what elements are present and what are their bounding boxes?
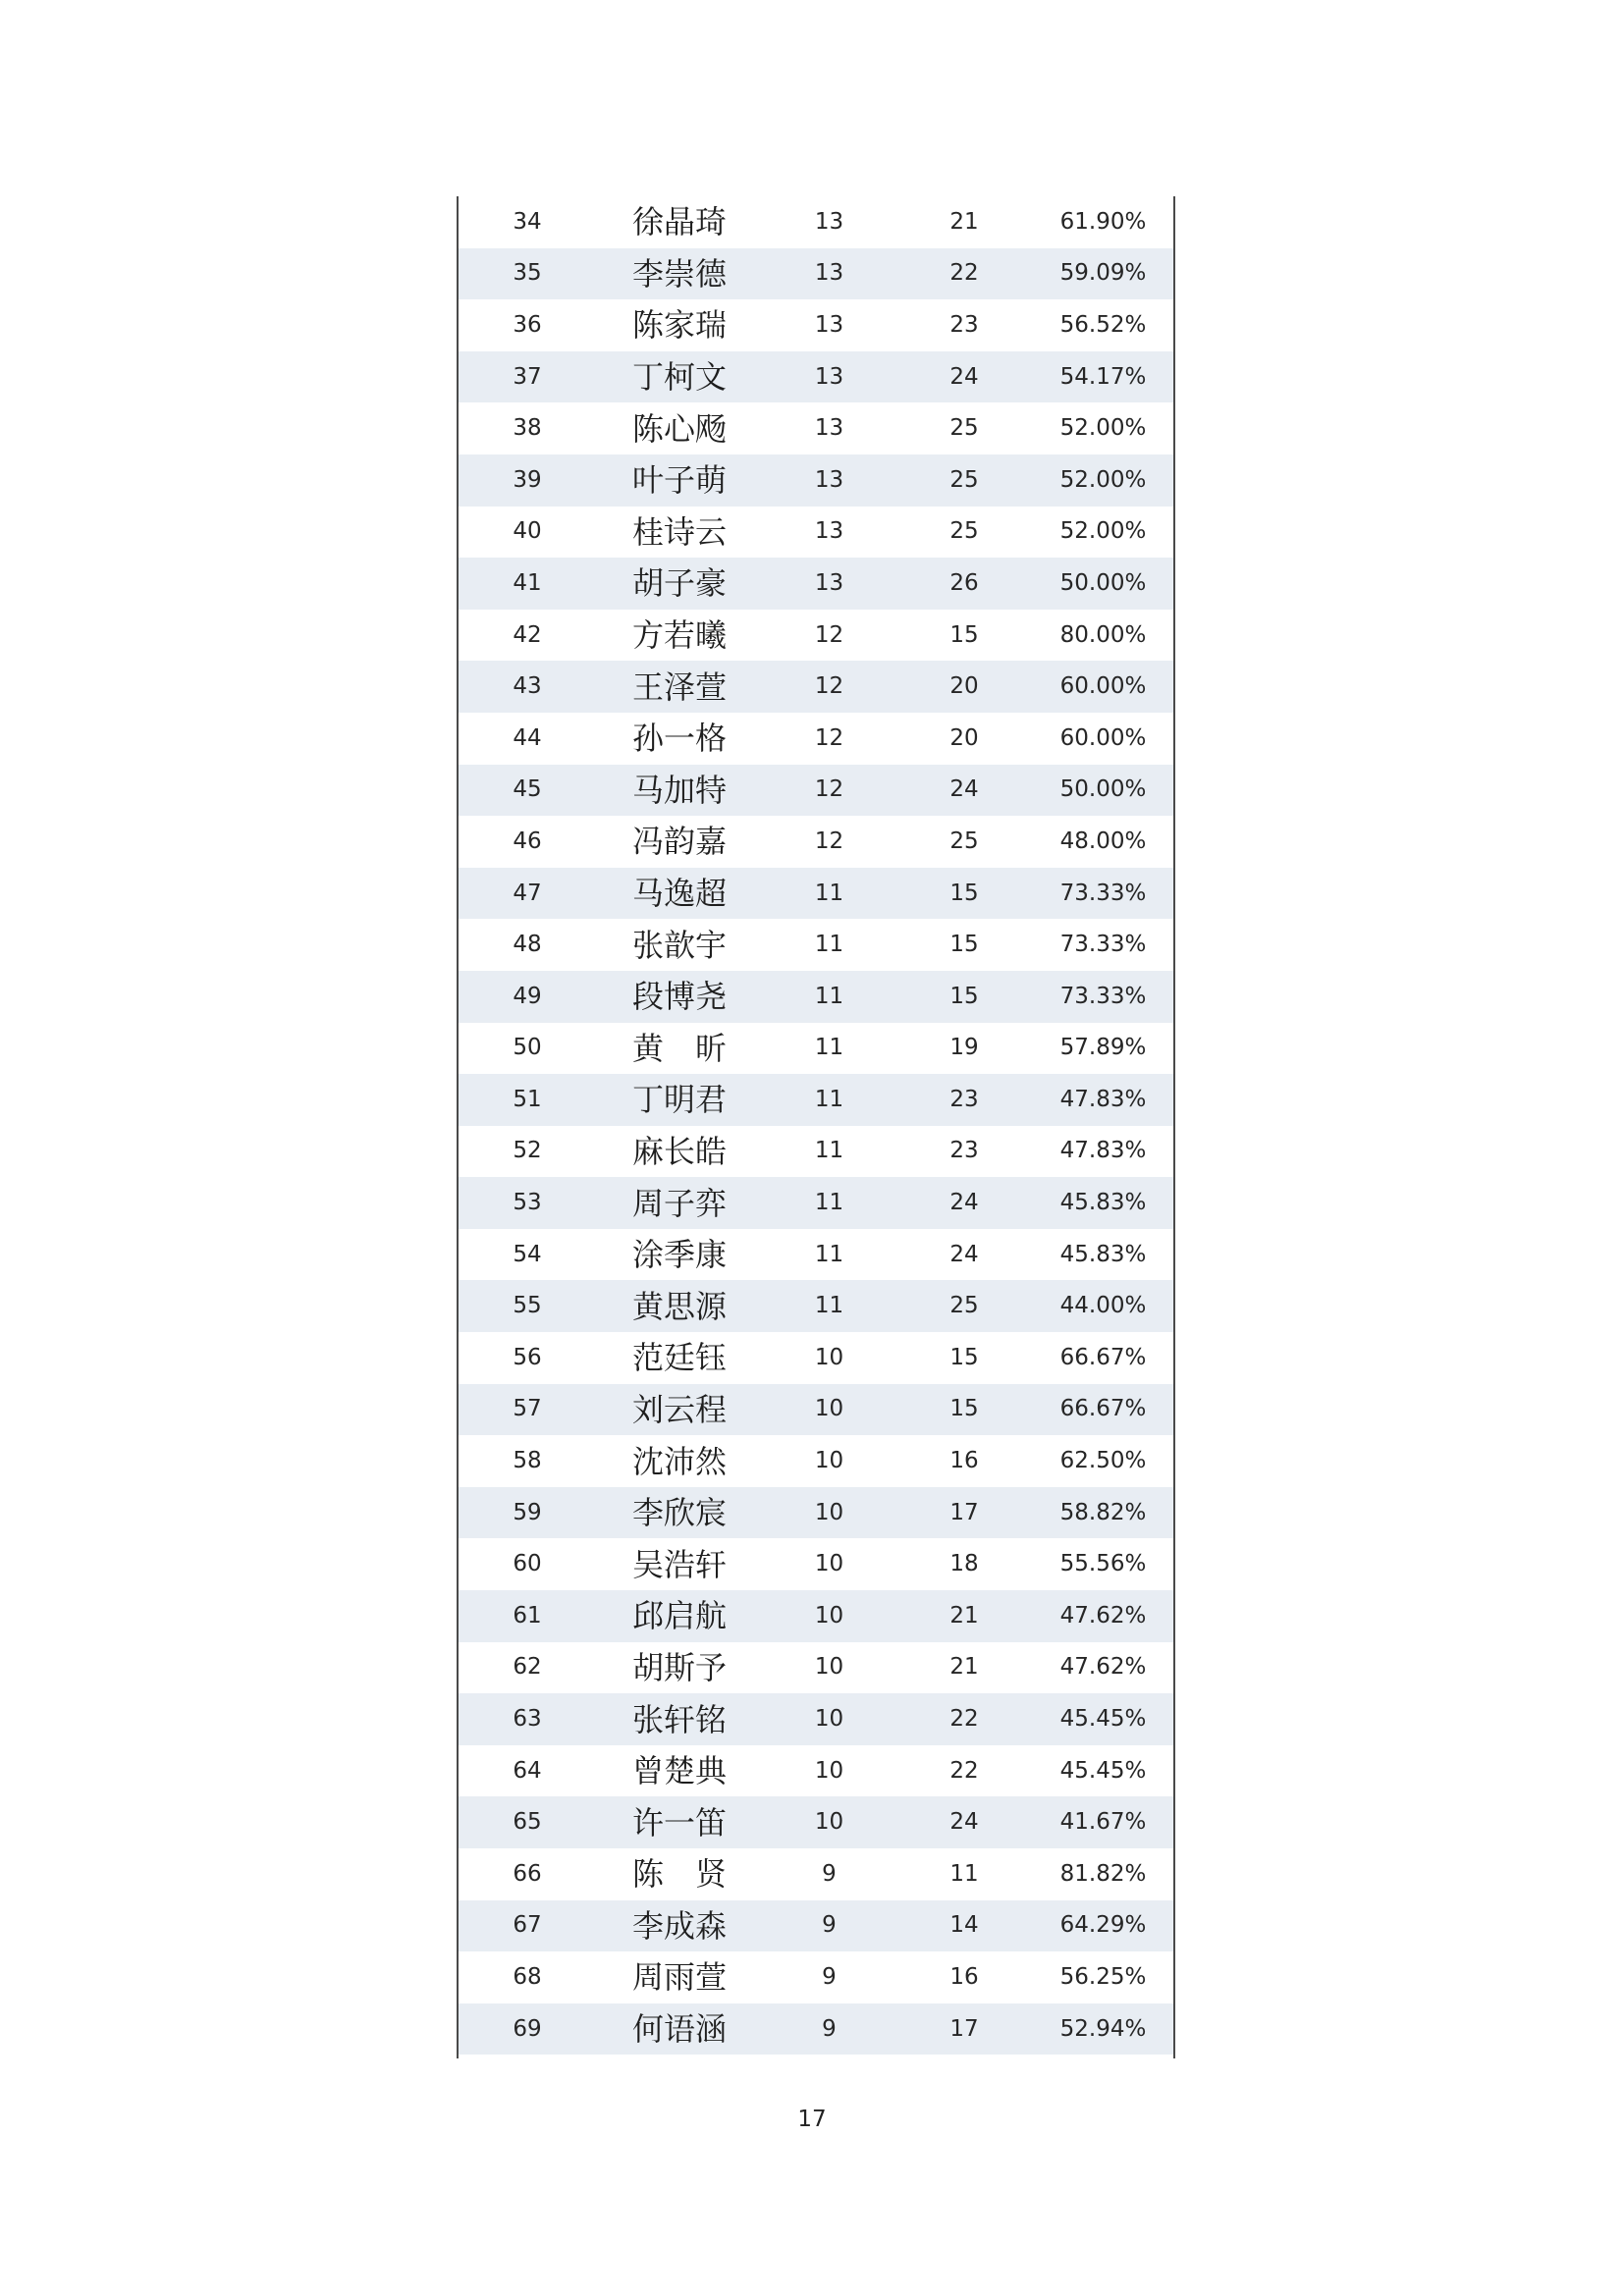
percentage-cell: 47.83% bbox=[1033, 1074, 1173, 1126]
table-row bbox=[459, 919, 1173, 971]
percentage-cell: 56.52% bbox=[1059, 311, 1147, 338]
count-cell: 12 bbox=[814, 828, 844, 854]
rank-cell: 51 bbox=[459, 1074, 596, 1126]
percentage-cell: 62.50% bbox=[1059, 1448, 1147, 1474]
count-cell: 12 bbox=[814, 621, 844, 648]
table-row bbox=[459, 2003, 1173, 2056]
table-row bbox=[459, 196, 1173, 248]
percentage-cell: 73.33% bbox=[1033, 971, 1173, 1023]
count-cell: 13 bbox=[763, 558, 895, 610]
count-cell: 10 bbox=[763, 1590, 895, 1642]
name-cell: 叶子萌 bbox=[596, 454, 763, 507]
table-row bbox=[459, 1487, 1173, 1539]
table-row bbox=[459, 1023, 1173, 1075]
count-cell: 9 bbox=[822, 1963, 837, 1990]
table-row bbox=[459, 868, 1173, 920]
count-cell: 11 bbox=[763, 971, 895, 1023]
name-cell: 胡子豪 bbox=[596, 558, 763, 610]
score-table-container bbox=[457, 196, 1175, 2058]
count-cell: 13 bbox=[763, 454, 895, 507]
total-cell: 23 bbox=[949, 1138, 979, 1164]
count-cell: 10 bbox=[763, 1384, 895, 1436]
total-cell: 22 bbox=[895, 248, 1033, 300]
count-cell: 12 bbox=[763, 661, 895, 713]
percentage-cell: 52.00% bbox=[1059, 415, 1147, 442]
rank-cell: 60 bbox=[513, 1551, 542, 1577]
rank-cell: 65 bbox=[459, 1796, 596, 1848]
table-row bbox=[459, 1900, 1173, 1952]
count-cell: 11 bbox=[763, 1177, 895, 1229]
rank-cell: 34 bbox=[513, 208, 542, 235]
count-cell: 11 bbox=[814, 932, 844, 958]
name-cell: 陈 贤 bbox=[631, 1855, 727, 1894]
rank-cell: 45 bbox=[459, 765, 596, 817]
name-cell: 胡斯予 bbox=[631, 1648, 727, 1686]
rank-cell: 69 bbox=[459, 2003, 596, 2056]
total-cell: 17 bbox=[895, 2003, 1033, 2056]
name-cell: 黄思源 bbox=[596, 1280, 763, 1332]
name-cell: 黄 昕 bbox=[631, 1029, 727, 1067]
count-cell: 11 bbox=[814, 1138, 844, 1164]
table-row bbox=[459, 1745, 1173, 1797]
name-cell: 丁柯文 bbox=[596, 351, 763, 403]
total-cell: 16 bbox=[949, 1448, 979, 1474]
total-cell: 24 bbox=[949, 1241, 979, 1267]
table-row bbox=[459, 765, 1173, 817]
total-cell: 24 bbox=[895, 1796, 1033, 1848]
rank-cell: 68 bbox=[513, 1963, 542, 1990]
rank-cell: 43 bbox=[459, 661, 596, 713]
table-row bbox=[459, 454, 1173, 507]
total-cell: 15 bbox=[949, 621, 979, 648]
table-row bbox=[459, 558, 1173, 610]
percentage-cell: 45.83% bbox=[1059, 1241, 1147, 1267]
total-cell: 15 bbox=[895, 1384, 1033, 1436]
total-cell: 15 bbox=[949, 932, 979, 958]
percentage-cell: 41.67% bbox=[1033, 1796, 1173, 1848]
count-cell: 13 bbox=[814, 415, 844, 442]
percentage-cell: 48.00% bbox=[1059, 828, 1147, 854]
rank-cell: 59 bbox=[459, 1487, 596, 1539]
name-cell: 张歆宇 bbox=[631, 926, 727, 964]
score-table bbox=[459, 196, 1173, 2055]
name-cell: 马逸超 bbox=[596, 868, 763, 920]
name-cell: 李成森 bbox=[596, 1900, 763, 1952]
total-cell: 24 bbox=[895, 1177, 1033, 1229]
table-row bbox=[459, 1693, 1173, 1745]
name-cell: 张轩铭 bbox=[596, 1693, 763, 1745]
count-cell: 13 bbox=[814, 518, 844, 545]
count-cell: 13 bbox=[763, 248, 895, 300]
percentage-cell: 59.09% bbox=[1033, 248, 1173, 300]
name-cell: 徐晶琦 bbox=[631, 203, 727, 241]
count-cell: 11 bbox=[763, 1280, 895, 1332]
rank-cell: 50 bbox=[513, 1035, 542, 1061]
total-cell: 15 bbox=[949, 1344, 979, 1370]
name-cell: 许一笛 bbox=[596, 1796, 763, 1848]
rank-cell: 52 bbox=[513, 1138, 542, 1164]
percentage-cell: 57.89% bbox=[1059, 1035, 1147, 1061]
count-cell: 10 bbox=[814, 1654, 844, 1681]
rank-cell: 47 bbox=[459, 868, 596, 920]
name-cell: 涂季康 bbox=[631, 1236, 727, 1274]
table-row bbox=[459, 610, 1173, 662]
rank-cell: 54 bbox=[513, 1241, 542, 1267]
table-row bbox=[459, 507, 1173, 559]
rank-cell: 48 bbox=[513, 932, 542, 958]
count-cell: 10 bbox=[763, 1796, 895, 1848]
rank-cell: 46 bbox=[513, 828, 542, 854]
table-row bbox=[459, 1796, 1173, 1848]
total-cell: 20 bbox=[895, 661, 1033, 713]
table-row bbox=[459, 713, 1173, 765]
percentage-cell: 50.00% bbox=[1033, 558, 1173, 610]
percentage-cell: 55.56% bbox=[1059, 1551, 1147, 1577]
name-cell: 段博尧 bbox=[596, 971, 763, 1023]
rank-cell: 42 bbox=[513, 621, 542, 648]
name-cell: 吴浩轩 bbox=[631, 1545, 727, 1583]
rank-cell: 56 bbox=[513, 1344, 542, 1370]
percentage-cell: 81.82% bbox=[1059, 1860, 1147, 1887]
count-cell: 11 bbox=[814, 1241, 844, 1267]
name-cell: 王泽萱 bbox=[596, 661, 763, 713]
count-cell: 9 bbox=[822, 1860, 837, 1887]
percentage-cell: 60.00% bbox=[1059, 724, 1147, 751]
count-cell: 12 bbox=[814, 724, 844, 751]
total-cell: 26 bbox=[895, 558, 1033, 610]
total-cell: 18 bbox=[949, 1551, 979, 1577]
name-cell: 方若曦 bbox=[631, 616, 727, 655]
count-cell: 10 bbox=[763, 1693, 895, 1745]
total-cell: 21 bbox=[949, 1654, 979, 1681]
count-cell: 13 bbox=[763, 351, 895, 403]
total-cell: 25 bbox=[949, 518, 979, 545]
total-cell: 20 bbox=[949, 724, 979, 751]
table-row bbox=[459, 971, 1173, 1023]
total-cell: 14 bbox=[895, 1900, 1033, 1952]
table-row bbox=[459, 402, 1173, 454]
table-row bbox=[459, 1538, 1173, 1590]
table-row bbox=[459, 1384, 1173, 1436]
total-cell: 21 bbox=[895, 1590, 1033, 1642]
rank-cell: 57 bbox=[459, 1384, 596, 1436]
count-cell: 10 bbox=[814, 1344, 844, 1370]
count-cell: 10 bbox=[814, 1757, 844, 1784]
count-cell: 12 bbox=[763, 765, 895, 817]
table-row bbox=[459, 299, 1173, 351]
table-row bbox=[459, 1074, 1173, 1126]
rank-cell: 66 bbox=[513, 1860, 542, 1887]
rank-cell: 44 bbox=[513, 724, 542, 751]
name-cell: 桂诗云 bbox=[631, 512, 727, 551]
rank-cell: 38 bbox=[513, 415, 542, 442]
percentage-cell: 45.83% bbox=[1033, 1177, 1173, 1229]
total-cell: 15 bbox=[895, 971, 1033, 1023]
percentage-cell: 66.67% bbox=[1033, 1384, 1173, 1436]
name-cell: 周雨萱 bbox=[631, 1958, 727, 1997]
rank-cell: 62 bbox=[513, 1654, 542, 1681]
rank-cell: 58 bbox=[513, 1448, 542, 1474]
percentage-cell: 58.82% bbox=[1033, 1487, 1173, 1539]
rank-cell: 36 bbox=[513, 311, 542, 338]
name-cell: 陈家瑞 bbox=[631, 306, 727, 345]
name-cell: 曾楚典 bbox=[631, 1752, 727, 1790]
percentage-cell: 52.00% bbox=[1059, 518, 1147, 545]
rank-cell: 49 bbox=[459, 971, 596, 1023]
count-cell: 9 bbox=[763, 1900, 895, 1952]
percentage-cell: 54.17% bbox=[1033, 351, 1173, 403]
rank-cell: 37 bbox=[459, 351, 596, 403]
rank-cell: 53 bbox=[459, 1177, 596, 1229]
rank-cell: 35 bbox=[459, 248, 596, 300]
table-row bbox=[459, 351, 1173, 403]
total-cell: 21 bbox=[949, 208, 979, 235]
name-cell: 李崇德 bbox=[596, 248, 763, 300]
total-cell: 25 bbox=[895, 1280, 1033, 1332]
total-cell: 22 bbox=[895, 1693, 1033, 1745]
percentage-cell: 45.45% bbox=[1033, 1693, 1173, 1745]
percentage-cell: 47.62% bbox=[1033, 1590, 1173, 1642]
table-row bbox=[459, 1280, 1173, 1332]
total-cell: 23 bbox=[949, 311, 979, 338]
name-cell: 何语涵 bbox=[596, 2003, 763, 2056]
percentage-cell: 73.33% bbox=[1033, 868, 1173, 920]
name-cell: 邱启航 bbox=[596, 1590, 763, 1642]
name-cell: 冯韵嘉 bbox=[631, 823, 727, 861]
table-row bbox=[459, 1642, 1173, 1694]
rank-cell: 61 bbox=[459, 1590, 596, 1642]
percentage-cell: 61.90% bbox=[1059, 208, 1147, 235]
percentage-cell: 80.00% bbox=[1059, 621, 1147, 648]
name-cell: 马加特 bbox=[596, 765, 763, 817]
percentage-cell: 50.00% bbox=[1033, 765, 1173, 817]
rank-cell: 41 bbox=[459, 558, 596, 610]
count-cell: 10 bbox=[814, 1448, 844, 1474]
total-cell: 25 bbox=[949, 828, 979, 854]
table-row bbox=[459, 1848, 1173, 1900]
table-row bbox=[459, 248, 1173, 300]
name-cell: 范廷钰 bbox=[631, 1339, 727, 1377]
name-cell: 陈心飏 bbox=[631, 409, 727, 448]
rank-cell: 63 bbox=[459, 1693, 596, 1745]
total-cell: 19 bbox=[949, 1035, 979, 1061]
total-cell: 25 bbox=[949, 415, 979, 442]
total-cell: 17 bbox=[895, 1487, 1033, 1539]
percentage-cell: 47.83% bbox=[1059, 1138, 1147, 1164]
total-cell: 16 bbox=[949, 1963, 979, 1990]
table-row bbox=[459, 816, 1173, 868]
count-cell: 9 bbox=[763, 2003, 895, 2056]
count-cell: 11 bbox=[763, 1074, 895, 1126]
percentage-cell: 64.29% bbox=[1033, 1900, 1173, 1952]
count-cell: 10 bbox=[763, 1487, 895, 1539]
count-cell: 10 bbox=[814, 1551, 844, 1577]
table-row bbox=[459, 1435, 1173, 1487]
rank-cell: 64 bbox=[513, 1757, 542, 1784]
table-row bbox=[459, 1951, 1173, 2003]
table-row bbox=[459, 1177, 1173, 1229]
name-cell: 沈沛然 bbox=[631, 1442, 727, 1480]
score-table-body bbox=[459, 196, 1173, 2055]
count-cell: 11 bbox=[763, 868, 895, 920]
percentage-cell: 45.45% bbox=[1059, 1757, 1147, 1784]
percentage-cell: 52.00% bbox=[1033, 454, 1173, 507]
name-cell: 丁明君 bbox=[596, 1074, 763, 1126]
table-row bbox=[459, 1126, 1173, 1178]
count-cell: 13 bbox=[814, 208, 844, 235]
total-cell: 11 bbox=[949, 1860, 979, 1887]
percentage-cell: 73.33% bbox=[1059, 932, 1147, 958]
name-cell: 刘云程 bbox=[596, 1384, 763, 1436]
rank-cell: 55 bbox=[459, 1280, 596, 1332]
name-cell: 麻长皓 bbox=[631, 1132, 727, 1170]
table-row bbox=[459, 661, 1173, 713]
table-row bbox=[459, 1229, 1173, 1281]
count-cell: 13 bbox=[814, 311, 844, 338]
table-row bbox=[459, 1332, 1173, 1384]
rank-cell: 40 bbox=[513, 518, 542, 545]
page-number: 17 bbox=[797, 2107, 827, 2132]
count-cell: 11 bbox=[814, 1035, 844, 1061]
rank-cell: 67 bbox=[459, 1900, 596, 1952]
percentage-cell: 47.62% bbox=[1059, 1654, 1147, 1681]
total-cell: 25 bbox=[895, 454, 1033, 507]
percentage-cell: 66.67% bbox=[1059, 1344, 1147, 1370]
percentage-cell: 60.00% bbox=[1033, 661, 1173, 713]
percentage-cell: 44.00% bbox=[1033, 1280, 1173, 1332]
rank-cell: 39 bbox=[459, 454, 596, 507]
table-row bbox=[459, 1590, 1173, 1642]
name-cell: 李欣宸 bbox=[596, 1487, 763, 1539]
total-cell: 15 bbox=[895, 868, 1033, 920]
total-cell: 24 bbox=[895, 351, 1033, 403]
total-cell: 22 bbox=[949, 1757, 979, 1784]
name-cell: 周子弈 bbox=[596, 1177, 763, 1229]
percentage-cell: 56.25% bbox=[1059, 1963, 1147, 1990]
total-cell: 24 bbox=[895, 765, 1033, 817]
percentage-cell: 52.94% bbox=[1033, 2003, 1173, 2056]
name-cell: 孙一格 bbox=[631, 720, 727, 758]
total-cell: 23 bbox=[895, 1074, 1033, 1126]
